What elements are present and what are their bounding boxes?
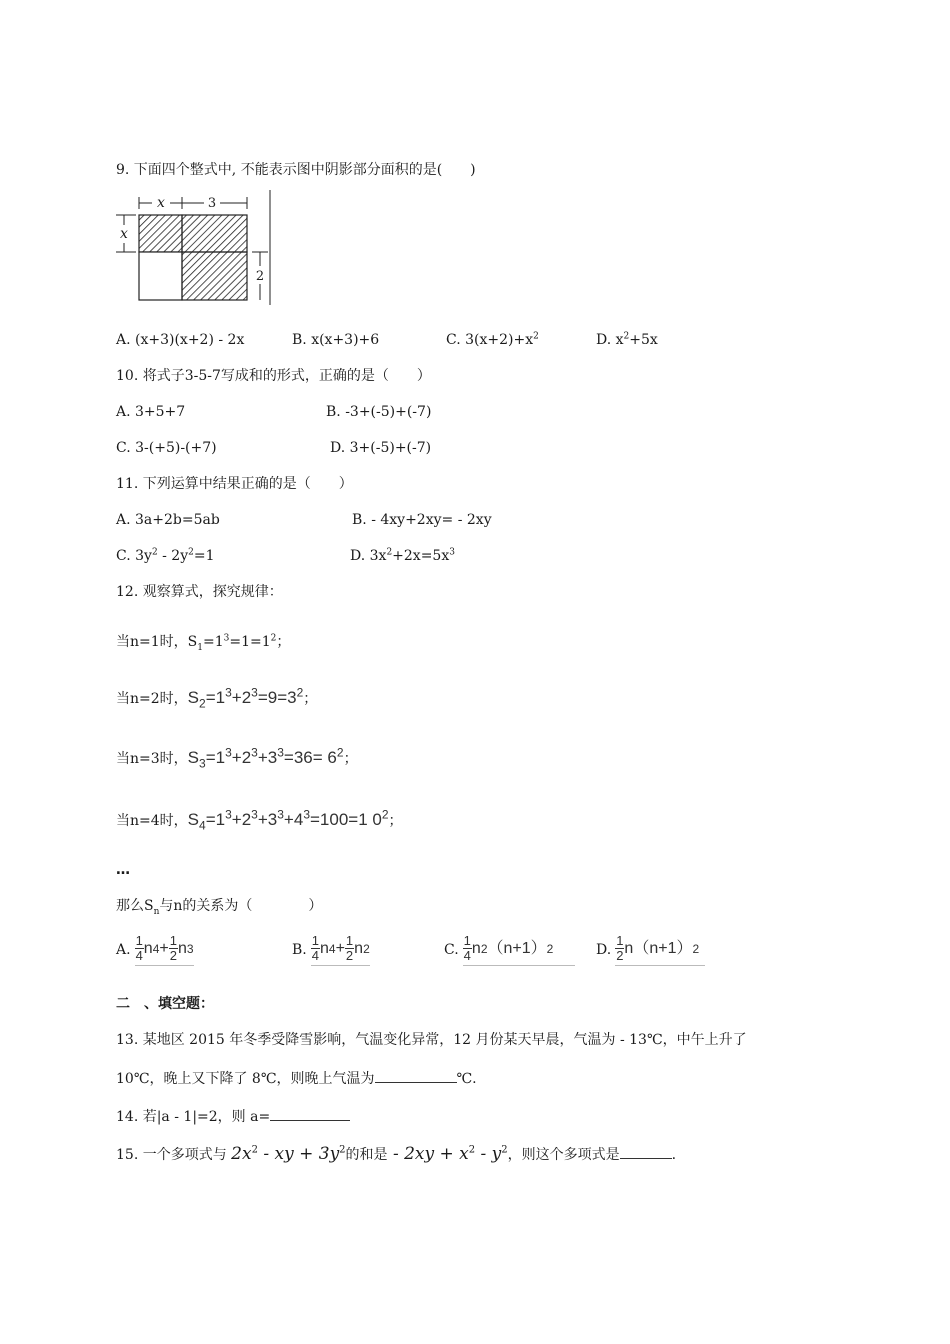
q12-option-d: D. $\frac{1}{2}$ n（n+1） 2 [596,934,705,966]
q11-option-d: D. $3x^2+2x=5x^3$ [350,547,455,564]
q14-answer-blank[interactable] [270,1106,350,1121]
figure-label-x-top: x [157,195,165,211]
q14: 14. 若|a - 1|=2，则 a= [116,1106,350,1127]
q15: 15. 一个多项式与 $2x^2$ - xy + $3y^2$的和是 - $2xy + x^2 - y^2$，则这个多项式是 . [116,1144,677,1164]
q12-case-n1: 当n=1时，$S_1=1^3=1=1^2$； [116,633,291,653]
q9-stem: 9. 下面四个整式中, 不能表示图中阴影部分面积的是( ) [116,162,476,178]
q9-figure [112,190,282,305]
q12-case-n2: 当n=2时，$S_2=1^3+2^3=9=3^2$； [116,685,318,711]
q10-option-b: B. -3+(-5)+(-7) [326,404,432,420]
q10-stem: 10. 将式子3-5-7写成和的形式，正确的是（ ） [116,368,431,384]
q13-line1: 13. 某地区 2015 年冬季受降雪影响，气温变化异常，12 月份某天早晨，气温为 - 13℃，中午上升了 [116,1032,747,1048]
q10-option-a: A. 3+5+7 [116,404,186,420]
q13-line2: 10℃，晚上又下降了 8℃，则晚上气温为 ℃. [116,1068,477,1089]
q9-option-c: C. $3(x+2)+x^2$ [446,331,539,348]
q12-option-b: B. $\frac{1}{4}$ n 4 + $\frac{1}{2}$ n 2 [292,934,370,966]
q11-stem: 11. 下列运算中结果正确的是（ ） [116,476,353,492]
q12-question: 那么$S_n$与n的关系为（ ） [116,898,323,917]
q12-ellipsis: … [116,862,130,878]
q10-option-c: C. 3-(+5)-(+7) [116,440,217,456]
section-fill-in-title: 二 、填空题： [116,996,214,1012]
q13-answer-blank[interactable] [375,1068,457,1083]
q12-case-n4: 当n=4时，$S_4=1^3+2^3+3^3+4^3=100=1$ $0^2$； [116,807,403,833]
q11-option-a: A. 3a+2b=5ab [116,512,220,528]
q12-option-a: A. $\frac{1}{4}$ n 4 + $\frac{1}{2}$ n 3 [116,934,194,966]
q9-option-a: A. (x+3)(x+2) - 2x [116,332,245,348]
figure-label-x-left: x [120,226,128,242]
q15-answer-blank[interactable] [620,1144,672,1159]
figure-label-2: 2 [255,269,265,284]
figure-label-3: 3 [207,196,217,211]
q9-option-b: B. x(x+3)+6 [292,332,380,348]
q9-option-d: D. $x^2+5x$ [596,331,658,348]
q11-option-b: B. - 4xy+2xy= - 2xy [352,512,492,528]
q12-option-c: C. $\frac{1}{4}$ n 2 （n+1） 2 [444,934,575,966]
q12-stem: 12. 观察算式，探究规律： [116,584,283,600]
q12-case-n3: 当n=3时，$S_3=1^3+2^3+3^3=36= 6^2$； [116,745,358,771]
q10-option-d: D. 3+(-5)+(-7) [330,440,432,456]
q11-option-c: C. $3y^2 - 2y^2=1$ [116,547,215,564]
